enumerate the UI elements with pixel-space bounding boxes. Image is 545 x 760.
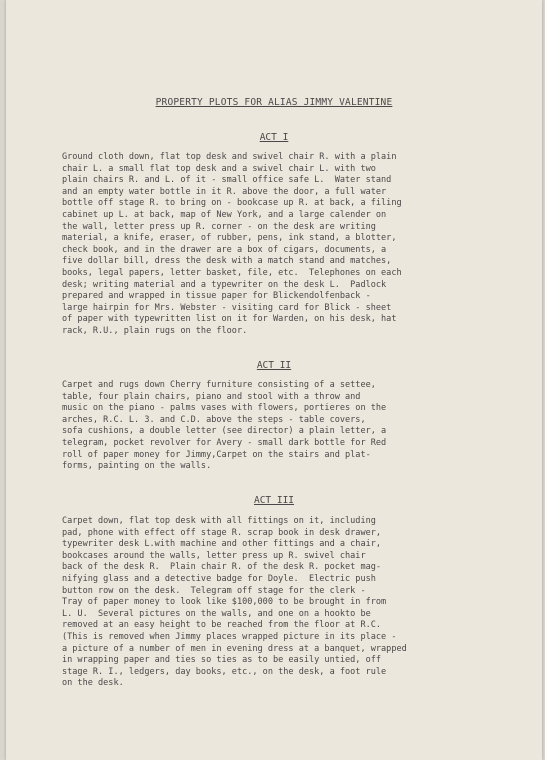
text-line: in wrapping paper and ties so ties as to be easily untied, off — [62, 655, 382, 666]
text-line: chair L. a small flat top desk and a swivel chair L. with two — [62, 163, 376, 174]
text-line: sofa cushions, a double letter (see director) a plain letter, a — [62, 426, 387, 437]
text-line: Tray of paper money to look like $100,000 to be brought in from — [62, 597, 387, 608]
act-1-text — [62, 152, 524, 338]
text-line: on the desk. — [62, 678, 124, 689]
text-line: Carpet and rugs down Cherry furniture consisting of a settee, — [62, 380, 376, 390]
document-title: PROPERTY PLOTS FOR ALIAS JIMMY VALENTINE — [155, 97, 393, 108]
text-line: plain chairs R. and L. of it - small office safe L. Water stand — [62, 175, 392, 186]
text-line: check book, and in the drawer are a box of cigars, documents, a — [62, 244, 387, 255]
text-line: five dollar bill, dress the desk with a match stand and matches, — [62, 256, 392, 267]
text-line: books, legal papers, letter basket, file, etc. Telephones on each — [62, 267, 402, 278]
act-3-text — [62, 516, 524, 690]
text-line: stage R. I., ledgers, day books, etc., on the desk, a foot rule — [62, 666, 387, 677]
text-line: music on the piano - palms vases with flowers, portieres on the — [62, 403, 387, 414]
text-line: back of the desk R. Plain chair R. of the desk R. pocket mag- — [62, 562, 382, 573]
text-line: of paper with typewritten list on it for Warden, on his desk, hat — [62, 314, 397, 325]
text-line: L. U. Several pictures on the walls, and one on a hookto be — [62, 608, 371, 619]
text-line: bottle off stage R. to bring on - bookcase up R. at back, a filing — [62, 198, 402, 209]
document-page — [6, 0, 542, 760]
text-line: (This is removed when Jimmy places wrapped picture in its place - — [62, 631, 397, 642]
text-line: Carpet down, flat top desk with all fittings on it, including — [62, 516, 376, 526]
text-line: desk; writing material and a typewriter on the desk L. Padlock — [62, 279, 387, 290]
text-line: button row on the desk. Telegram off stage for the clerk - — [62, 585, 366, 596]
text-line: table, four plain chairs, piano and stool with a throw and — [62, 391, 361, 402]
act-3-heading: ACT III — [253, 495, 295, 506]
text-line: rack, R.U., plain rugs on the floor. — [62, 325, 248, 336]
text-line: and an empty water bottle in it R. above the door, a full water — [62, 186, 387, 197]
text-line: bookcases around the walls, letter press up R. swivel chair — [62, 550, 366, 561]
text-line: telegram, pocket revolver for Avery - small dark bottle for Red — [62, 437, 387, 448]
text-line: pad, phone with effect off stage R. scrap book in desk drawer, — [62, 527, 382, 538]
text-line: arches, R.C. L. 3. and C.D. above the steps - table covers, — [62, 414, 366, 425]
text-line: nifying glass and a detective badge for Doyle. Electric push — [62, 573, 376, 584]
text-line: a picture of a number of men in evening dress at a banquet, wrapped — [62, 643, 407, 654]
text-line: material, a knife, eraser, of rubber, pens, ink stand, a blotter, — [62, 233, 397, 244]
text-line: roll of paper money for Jimmy,Carpet on the stairs and plat- — [62, 449, 371, 460]
act-2-text — [62, 380, 524, 473]
text-line: forms, painting on the walls. — [62, 461, 212, 472]
text-line: typewriter desk L.with machine and other fittings and a chair, — [62, 539, 382, 550]
text-line: Ground cloth down, flat top desk and swivel chair R. with a plain — [62, 152, 397, 162]
text-line: the wall, letter press up R. corner - on the desk are writing — [62, 221, 376, 232]
text-line: cabinet up L. at back, map of New York, and a large calender on — [62, 209, 387, 220]
text-line: large hairpin for Mrs. Webster - visiting card for Blick - sheet — [62, 302, 392, 313]
act-2-heading: ACT II — [256, 360, 292, 371]
act-1-heading: ACT I — [259, 132, 289, 143]
text-line: prepared and wrapped in tissue paper for Blickendolfenback - — [62, 291, 371, 302]
text-line: removed at an easy height to be reached from the floor at R.C. — [62, 620, 382, 631]
